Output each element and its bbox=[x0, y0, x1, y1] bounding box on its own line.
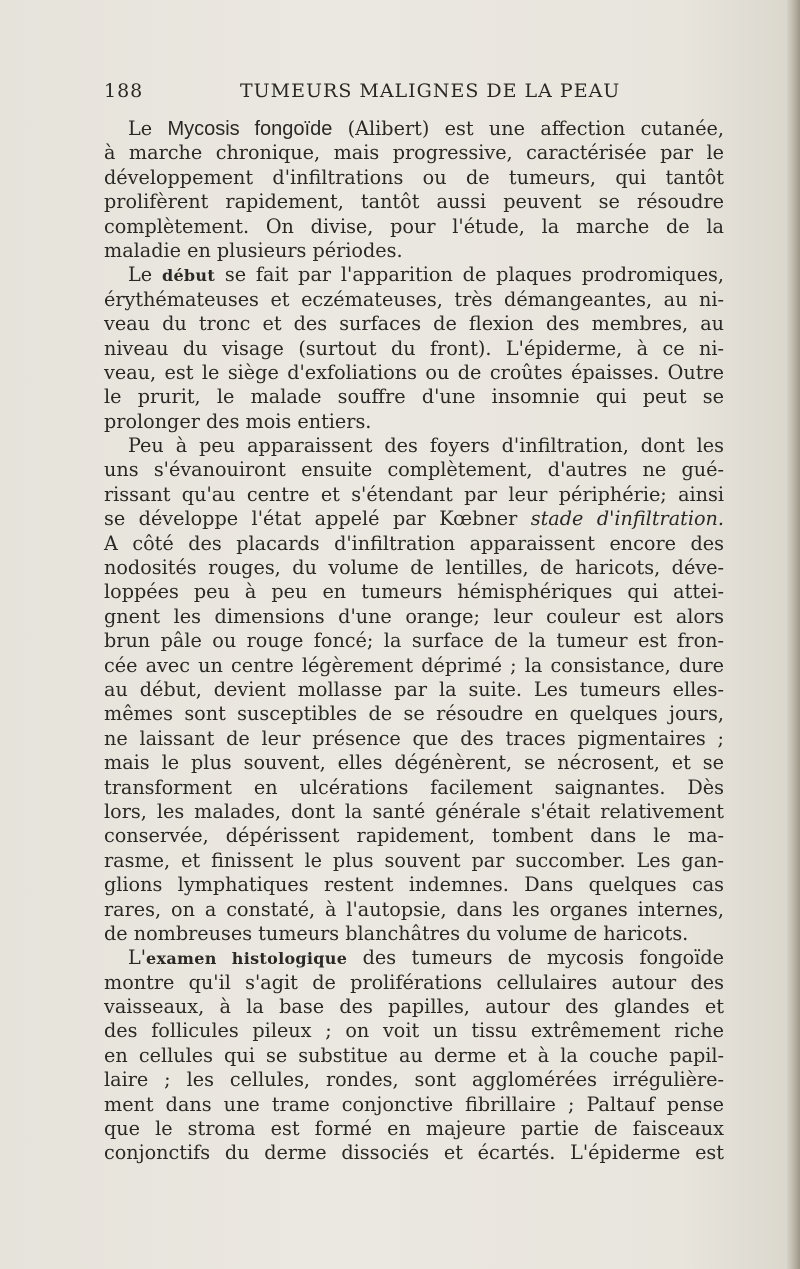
text-line: de nombreuses tumeurs blanchâtres du volume de haricots. bbox=[104, 921, 689, 945]
text-line: rissant qu'au centre et s'étendant par leur périphérie; ainsi bbox=[104, 482, 724, 506]
text-line: prolonger des mois entiers. bbox=[104, 409, 372, 433]
text-line: se développe l'état appelé par Kœbner stade d'infiltration. bbox=[104, 507, 724, 531]
text-line: loppées peu à peu en tumeurs hémisphériques qui attei- bbox=[104, 580, 724, 604]
text-line: nodosités rouges, du volume de lentilles, de haricots, déve- bbox=[104, 556, 724, 580]
text-line: cée avec un centre légèrement déprimé ; la consistance, dure bbox=[104, 653, 724, 677]
page-edge-shadow bbox=[786, 0, 800, 1269]
text-line: A côté des placards d'infiltration apparaissent encore des bbox=[104, 531, 724, 555]
text-line: laire ; les cellules, rondes, sont agglomérées irrégulière- bbox=[104, 1068, 724, 1092]
text-line: Le Mycosis fongoïde (Alibert) est une affection cutanée, bbox=[128, 117, 725, 140]
text-line: développement d'infiltrations ou de tumeurs, qui tantôt bbox=[104, 165, 724, 189]
text-line: ne laissant de leur présence que des traces pigmentaires ; bbox=[104, 726, 724, 750]
text-line: conservée, dépérissent rapidement, tombent dans le ma- bbox=[104, 824, 724, 848]
page-number: 188 bbox=[104, 80, 144, 102]
text-line: le prurit, le malade souffre d'une insomnie qui peut se bbox=[104, 385, 724, 409]
text-line: maladie en plusieurs périodes. bbox=[104, 238, 403, 262]
text-line: Le début se fait par l'apparition de plaques prodromiques, bbox=[128, 263, 724, 287]
term-stade-infiltration: stade d'infiltration. bbox=[530, 507, 724, 531]
text-line: uns s'évanouiront ensuite complètement, d'autres ne gué- bbox=[104, 458, 724, 482]
body-text bbox=[104, 117, 724, 1166]
text-line: veau, est le siège d'exfoliations ou de croûtes épaisses. Outre bbox=[104, 360, 724, 384]
text-line: des follicules pileux ; on voit un tissu extrêmement riche bbox=[104, 1019, 724, 1043]
text-line: en cellules qui se substitue au derme et à la couche papil- bbox=[104, 1043, 724, 1067]
text-line: à marche chronique, mais progressive, caractérisée par le bbox=[104, 141, 724, 165]
text-line: conjonctifs du derme dissociés et écartés. L'épiderme est bbox=[104, 1141, 724, 1165]
text-line: transforment en ulcérations facilement saignantes. Dès bbox=[104, 775, 724, 799]
text-line: rasme, et finissent le plus souvent par succomber. Les gan- bbox=[104, 848, 724, 872]
text-line: veau du tronc et des surfaces de flexion des membres, au bbox=[104, 312, 724, 336]
text-line: L'examen histologique des tumeurs de mycosis fongoïde bbox=[128, 946, 724, 970]
text-line: glions lymphatiques restent indemnes. Dans quelques cas bbox=[104, 873, 724, 897]
text-line: que le stroma est formé en majeure partie de faisceaux bbox=[104, 1117, 724, 1141]
running-title: TUMEURS MALIGNES DE LA PEAU bbox=[240, 80, 621, 102]
text-line: mais le plus souvent, elles dégénèrent, se nécrosent, et se bbox=[104, 751, 724, 775]
term-mycosis: Mycosis fongoïde bbox=[167, 118, 333, 140]
text-line: érythémateuses et eczémateuses, très démangeantes, au ni- bbox=[104, 287, 724, 311]
text-line: niveau du visage (surtout du front). L'épiderme, à ce ni- bbox=[104, 336, 724, 360]
text-line: complètement. On divise, pour l'étude, la marche de la bbox=[104, 214, 724, 238]
text-line: vaisseaux, à la base des papilles, autour des glandes et bbox=[104, 995, 724, 1019]
text-line: rares, on a constaté, à l'autopsie, dans les organes internes, bbox=[104, 897, 724, 921]
page-header bbox=[104, 80, 724, 104]
text-line: mêmes sont susceptibles de se résoudre en quelques jours, bbox=[104, 702, 724, 726]
text-line: gnent les dimensions d'une orange; leur couleur est alors bbox=[104, 604, 724, 628]
term-debut: début bbox=[161, 266, 216, 286]
text-line: ment dans une trame conjonctive fibrillaire ; Paltauf pense bbox=[104, 1092, 724, 1116]
text-line: brun pâle ou rouge foncé; la surface de la tumeur est fron- bbox=[104, 629, 724, 653]
text-line: prolifèrent rapidement, tantôt aussi peuvent se résoudre bbox=[104, 190, 724, 214]
term-examen-histologique: examen histologique bbox=[146, 949, 348, 969]
text-line: lors, les malades, dont la santé générale s'était relativement bbox=[104, 799, 724, 823]
text-line: Peu à peu apparaissent des foyers d'infiltration, dont les bbox=[128, 434, 724, 458]
text-line: montre qu'il s'agit de proliférations cellulaires autour des bbox=[104, 970, 724, 994]
text-line: au début, devient mollasse par la suite. Les tumeurs elles- bbox=[104, 677, 724, 701]
